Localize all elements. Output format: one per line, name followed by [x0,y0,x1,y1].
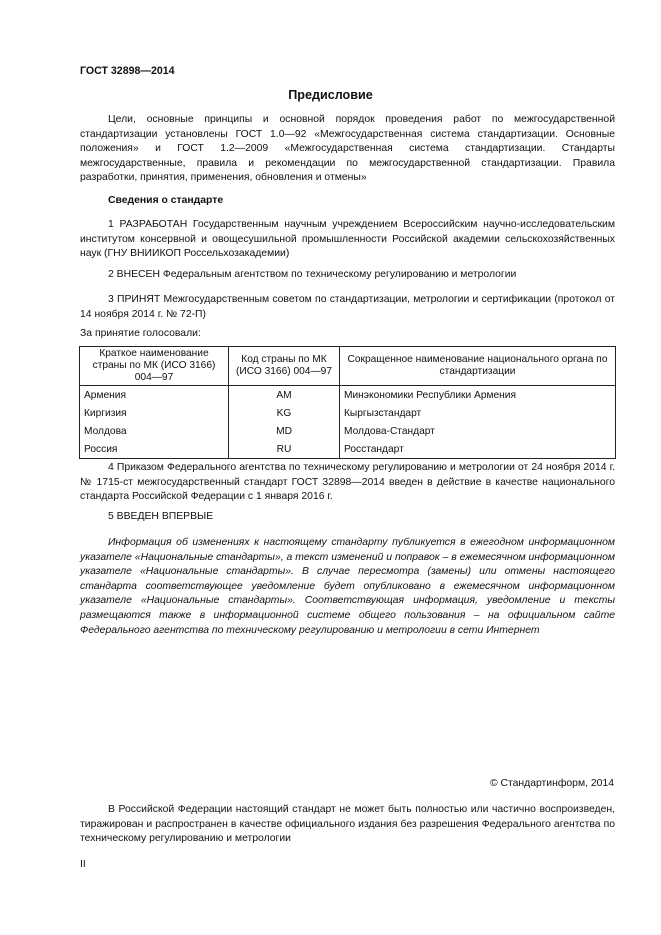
vote-label: За принятие голосовали: [80,328,201,339]
changes-information-note: Информация об изменениях к настоящему стандарту публикуется в ежегодном информационном указателе «Национальные стандарты», а текст изменений и поправок – в ежемесячном информационном указателе «Национальные стандарты». В случае пересмотра (замены) или отмены настоящего стандарта соответствующее уведомление будет опубликовано в ежемесячном информационном указателе «Национальные стандарты». Соответствующая информация, уведомление и тексты размещаются также в информационной системе общего пользования – на официальном сайте Федерального агентства по техническому регулированию и метрологии в сети Интернет [80,537,615,636]
header-code: Код страны по МК (ИСО 3166) 004—97 [229,347,340,386]
table-row [80,404,616,422]
cell-national-body: Молдова-Стандарт [340,422,616,440]
page-title: Предисловие [288,88,373,102]
cell-code: KG [229,404,340,422]
document-code-header: ГОСТ 32898—2014 [80,65,175,77]
table-row [80,440,616,459]
table-row [80,386,616,405]
cell-national-body: Кыргызстандарт [340,404,616,422]
cell-national-body: Минэкономики Республики Армения [340,386,616,405]
header-country: Краткое наименование страны по МК (ИСО 3166) 004—97 [80,347,229,386]
cell-country: Армения [80,386,229,405]
header-national-body: Сокращенное наименование национального органа по стандартизации [340,347,616,386]
section-heading: Сведения о стандарте [108,195,224,206]
cell-country: Киргизия [80,404,229,422]
item-introduced-first: 5 ВВЕДЕН ВПЕРВЫЕ [108,511,214,522]
cell-code: AM [229,386,340,405]
cell-country: Россия [80,440,229,459]
item-introduced-by: 2 ВНЕСЕН Федеральным агентством по техническому регулированию и метрологии [108,269,517,280]
table-row [80,422,616,440]
item-enacted-by-order: 4 Приказом Федерального агентства по техническому регулированию и метрологии от 24 ноября 2014 г. № 1715-ст межгосударственный стандарт ГОСТ 32898—2014 введен в действие в качестве национального стандарта Российской Федерации с 1 января 2016 г. [80,462,615,503]
item-developed-by: 1 РАЗРАБОТАН Государственным научным учреждением Всероссийским научно-исследовательским институтом консервной и овощесушильной промышленности Российской академии сельскохозяйственных наук (ГНУ ВНИИКОП Россельхозакадемии) [80,219,615,260]
cell-national-body: Росстандарт [340,440,616,459]
foreword-intro: Цели, основные принципы и основной порядок проведения работ по межгосударственной стандартизации установлены ГОСТ 1.0—92 «Межгосударственная система стандартизации. Основные положения» и ГОСТ 1.2—2009 «Межгосударственная система стандартизации. Стандарты межгосударственные, правила и рекомендации по межгосударственной стандартизации. Правила разработки, принятия, применения, обновления и отмены» [80,114,615,184]
legal-reproduction-note: В Российской Федерации настоящий стандарт не может быть полностью или частично воспроизведен, тиражирован и распространен в качестве официального издания без разрешения Федерального агентства по техническому регулированию и метрологии [80,804,615,845]
page-number: II [80,859,86,870]
voting-table [79,346,616,459]
item-adopted-by: 3 ПРИНЯТ Межгосударственным советом по стандартизации, метрологии и сертификации (протокол от 14 ноября 2014 г. № 72-П) [80,294,615,320]
cell-code: RU [229,440,340,459]
cell-code: MD [229,422,340,440]
table-header-row [80,347,616,386]
copyright-notice: © Стандартинформ, 2014 [489,778,614,789]
cell-country: Молдова [80,422,229,440]
